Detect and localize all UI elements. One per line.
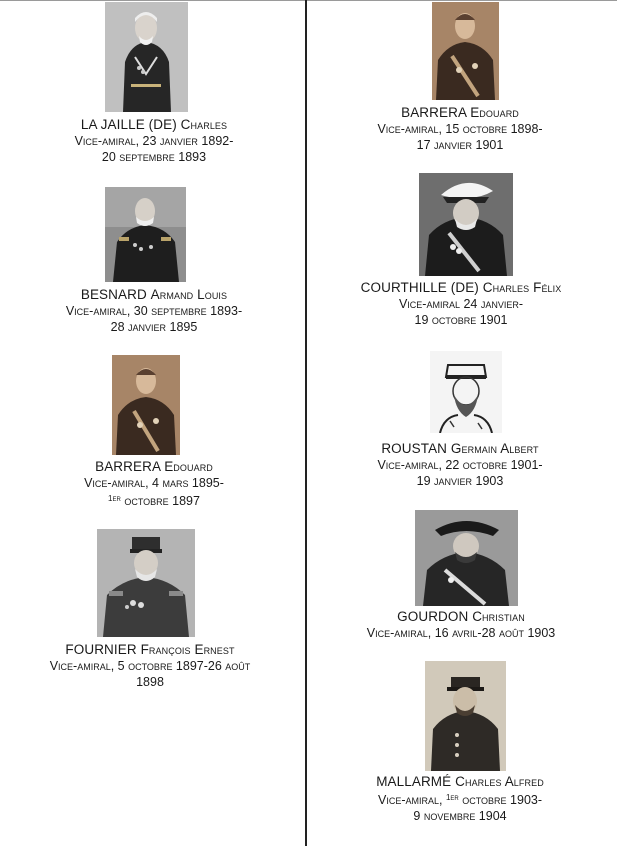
end-date-line: 1898 xyxy=(136,675,164,689)
caption-roustan xyxy=(320,441,600,489)
rank-dates-line: Vice-amiral, 23 janvier 1892- xyxy=(74,134,234,148)
rank-dates-line xyxy=(320,790,600,808)
ordinal-superscript: 1er xyxy=(108,494,121,503)
end-date-line: 17 janvier 1901 xyxy=(416,138,504,152)
admiral-name xyxy=(316,280,606,296)
caption-mallarme xyxy=(320,774,600,824)
portrait-courthille xyxy=(419,173,513,276)
surname: COURTHILLE (DE) xyxy=(360,280,479,295)
caption-la-jaille xyxy=(20,117,288,165)
end-date-line: 19 octobre 1901 xyxy=(414,313,508,327)
surname: BESNARD xyxy=(80,287,147,302)
given-names: Charles xyxy=(180,117,228,132)
rank-dates-line: Vice-amiral, 30 septembre 1893- xyxy=(65,304,243,318)
surname: BARRERA xyxy=(401,105,467,120)
top-rule xyxy=(0,0,617,1)
date-text: Vice-amiral, xyxy=(377,793,446,807)
given-names: Germain Albert xyxy=(450,441,539,456)
caption-fournier xyxy=(0,642,300,690)
given-names: François Ernest xyxy=(140,642,235,657)
rank-dates-line: Vice-amiral, 16 avril-28 août 1903 xyxy=(366,626,556,640)
end-date-line: 19 janvier 1903 xyxy=(416,474,504,488)
end-date-line: 28 janvier 1895 xyxy=(110,320,198,334)
end-date-line: 9 novembre 1904 xyxy=(413,809,507,823)
end-date-line xyxy=(20,491,288,509)
given-names: Edouard xyxy=(164,459,213,474)
given-names: Charles Alfred xyxy=(455,774,544,789)
portrait-fournier xyxy=(97,529,195,637)
admiral-name xyxy=(20,459,288,475)
admiral-name xyxy=(316,609,606,625)
given-names: Charles Félix xyxy=(482,280,562,295)
portrait-besnard xyxy=(105,187,186,282)
surname: FOURNIER xyxy=(65,642,137,657)
admiral-name xyxy=(20,117,288,133)
portrait-roustan xyxy=(430,351,502,433)
rank-dates-line: Vice-amiral, 15 octobre 1898- xyxy=(377,122,543,136)
ordinal-superscript: 1er xyxy=(445,793,459,802)
surname: ROUSTAN xyxy=(381,441,448,456)
surname: MALLARMÉ xyxy=(376,774,452,789)
rank-dates-line: Vice-amiral, 5 octobre 1897-26 août xyxy=(49,659,251,673)
date-text: octobre 1903- xyxy=(458,793,543,807)
portrait-mallarme xyxy=(425,661,506,771)
caption-gourdon xyxy=(316,609,606,641)
caption-barrera-2 xyxy=(320,105,600,153)
given-names: Christian xyxy=(472,609,525,624)
column-divider xyxy=(305,0,307,846)
portrait-barrera-2 xyxy=(432,2,499,100)
caption-barrera-1 xyxy=(20,459,288,509)
given-names: Armand Louis xyxy=(150,287,228,302)
date-text: octobre 1897 xyxy=(120,494,200,508)
end-date-line: 20 septembre 1893 xyxy=(101,150,207,164)
admiral-name xyxy=(320,105,600,121)
given-names: Edouard xyxy=(470,105,519,120)
admiral-name xyxy=(0,642,300,658)
admiral-name xyxy=(320,774,600,790)
admiral-name xyxy=(10,287,298,303)
rank-dates-line: Vice-amiral, 4 mars 1895- xyxy=(84,476,224,490)
portrait-la-jaille xyxy=(105,2,188,112)
caption-besnard xyxy=(10,287,298,335)
portrait-gourdon xyxy=(415,510,518,606)
surname: LA JAILLE (DE) xyxy=(80,117,177,132)
rank-dates-line: Vice-amiral, 22 octobre 1901- xyxy=(377,458,543,472)
admiral-name xyxy=(320,441,600,457)
portrait-barrera xyxy=(112,355,180,455)
rank-dates-line: Vice-amiral 24 janvier- xyxy=(398,297,524,311)
caption-courthille xyxy=(316,280,606,328)
surname: BARRERA xyxy=(95,459,161,474)
surname: GOURDON xyxy=(397,609,469,624)
